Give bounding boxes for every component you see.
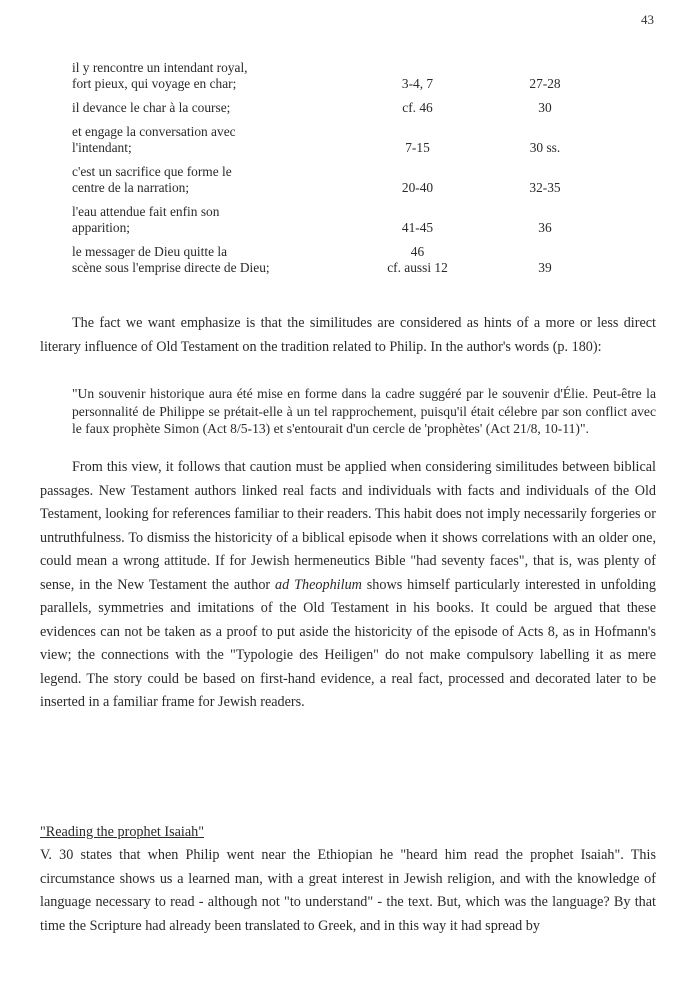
row-reference-1: cf. 46 (402, 100, 433, 115)
row-description: l'eau attendue fait enfin son apparition; (72, 204, 220, 235)
row-description: et engage la conversation avec l'intendant; (72, 124, 236, 155)
row-reference-1: 20-40 (401, 180, 434, 195)
table-row (72, 100, 595, 124)
section-heading: "Reading the prophet Isaiah" (40, 824, 205, 840)
paragraph-isaiah: V. 30 states that when Philip went near the Ethiopian he "heard him read the prophet Isaiah". This circumstance shows us a learned man, with a great interest in Jewish religion, and with the knowledge of language necessary to read - although not "to understand" - the text. But, which was the language? By that time the Scripture had already been translated to Greek, and in this way it had spread by (40, 847, 656, 934)
row-reference-1: 46 cf. aussi 12 (387, 244, 448, 275)
italic-title: ad Theophilum (275, 576, 362, 593)
row-description: il y rencontre un intendant royal, fort pieux, qui voyage en char; (72, 60, 248, 91)
row-reference-2: 32-35 (529, 180, 561, 195)
row-reference-1: 7-15 (405, 140, 430, 155)
french-quotation: "Un souvenir historique aura été mise en forme dans la cadre suggéré par le souvenir d'Élie. Peut-être la personnalité de Philippe se prétait-elle à un tel rapprochement, puisqu'il était célebre par son conflict avec le faux prophète Simon (Act 8/5-13) et s'entourait d'un cercle de 'prophètes' (Act 21/8, 10-11)". (72, 386, 656, 436)
paragraph-caution: From this view, it follows that caution must be applied when considering similitudes between biblical passages. New Testament authors linked real facts and individuals with facts and individuals of the Old Testament, looking for references familiar to their readers. This habit does not imply necessarily forgeries or untruthfulness. To dismiss the historicity of a biblical episode when it shows correlations with an older one, could mean a wrong attitude. If for Jewish hermeneutics Bible "had seventy faces", that is, was plenty of sense, in the New Testament the author ad Theophilum shows himself particularly interested in unfolding parallels, symmetries and imitations of the Old Testament in his books. It could be argued that these evidences can not be taken as a proof to put aside the historicity of the episode of Acts 8, as in Hofmann's view; the connections with the "Typologie des Heiligen" do not make compulsory labelling it as mere legend. The story could be based on first-hand evidence, a real fact, processed and decorated later to be inserted in a familiar frame for Jewish readers. (40, 459, 656, 710)
row-reference-2: 30 (538, 100, 552, 115)
parallel-references-table (72, 60, 595, 284)
row-description: le messager de Dieu quitte la scène sous l'emprise directe de Dieu; (72, 244, 270, 275)
table-row (72, 244, 595, 284)
row-reference-2: 36 (538, 220, 552, 235)
row-description: c'est un sacrifice que forme le centre de la narration; (72, 164, 232, 195)
row-reference-2: 27-28 (529, 76, 561, 91)
row-reference-1: 3-4, 7 (401, 76, 434, 91)
row-reference-2: 30 ss. (529, 140, 561, 155)
table-row (72, 204, 595, 244)
paragraph-intro: The fact we want emphasize is that the similitudes are considered as hints of a more or less direct literary influence of Old Testament on the tradition related to Philip. In the author's words (p. 180): (40, 315, 656, 355)
row-description: il devance le char à la course; (72, 100, 231, 115)
row-reference-1: 41-45 (401, 220, 434, 235)
table-row (72, 164, 595, 204)
table-row (72, 124, 595, 164)
row-reference-2: 39 (538, 260, 552, 275)
page-number: 43 (641, 12, 654, 27)
table-row (72, 60, 595, 100)
